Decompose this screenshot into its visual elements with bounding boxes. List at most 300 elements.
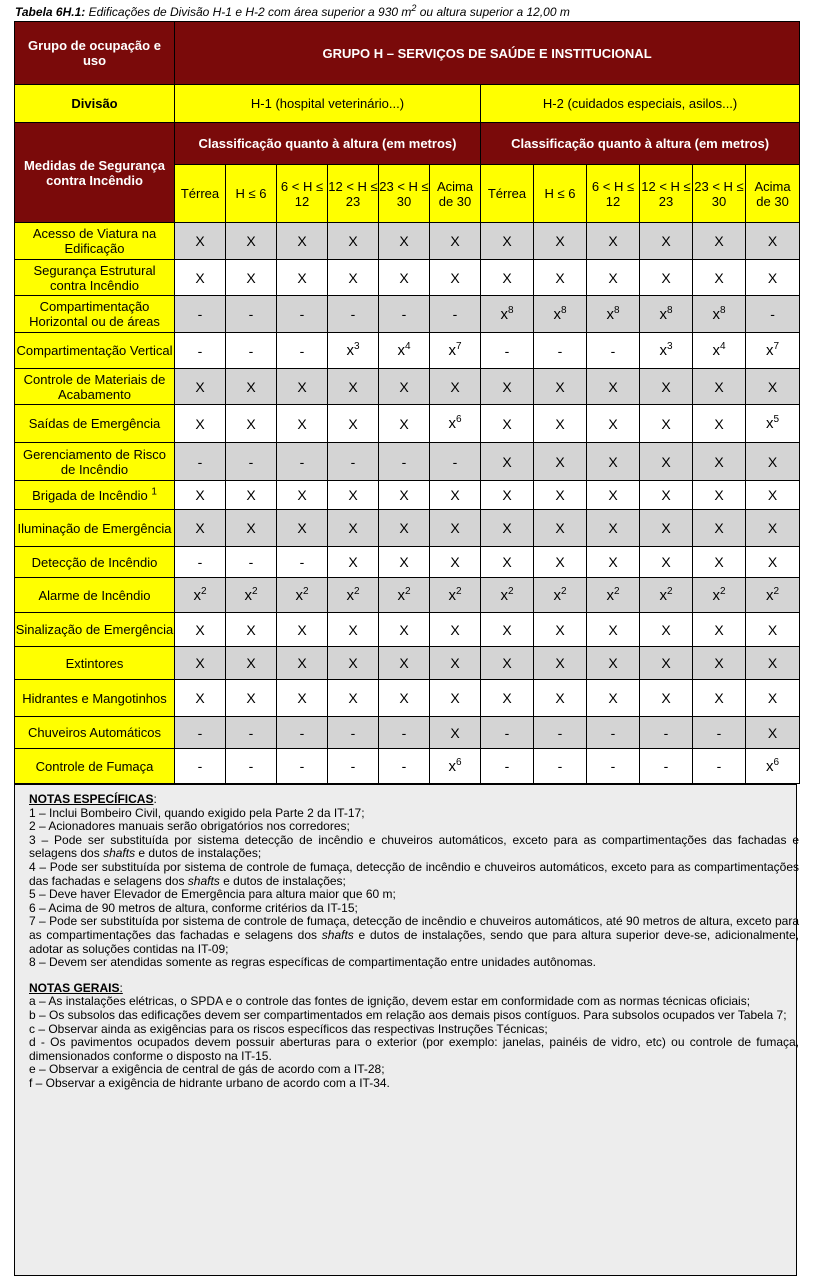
table-id: Tabela 6H.1: <box>15 5 86 19</box>
requirement-cell <box>226 405 277 443</box>
requirement-value: X <box>767 378 778 395</box>
specific-note <box>29 915 799 956</box>
requirement-cell <box>430 578 481 613</box>
requirement-value: x <box>553 305 561 323</box>
measure-label-cell <box>15 749 175 784</box>
requirement-value: X <box>399 655 409 671</box>
measure-label-cell <box>15 333 175 369</box>
requirement-cell <box>481 547 534 578</box>
requirement-cell <box>693 481 746 510</box>
requirement-cell <box>226 613 277 647</box>
height-header-cell <box>277 165 328 223</box>
requirement-value: X <box>608 655 618 671</box>
height-header-cell <box>746 165 800 223</box>
requirement-cell <box>277 481 328 510</box>
specific-note <box>29 956 799 970</box>
requirement-value: X <box>348 554 358 570</box>
requirement-cell <box>430 481 481 510</box>
requirement-cell <box>226 510 277 547</box>
requirement-cell <box>277 680 328 717</box>
requirement-cell <box>587 260 640 296</box>
requirement-value: - <box>770 306 775 322</box>
requirement-cell <box>481 223 534 260</box>
measure-label-cell <box>15 547 175 578</box>
requirement-cell <box>328 547 379 578</box>
requirement-value: - <box>663 758 669 774</box>
requirement-value: X <box>348 621 358 638</box>
requirement-cell <box>481 296 534 333</box>
measure-label-cell <box>15 369 175 405</box>
table-row <box>15 510 800 547</box>
requirement-value: - <box>197 306 203 322</box>
specific-note-italic: shafts <box>103 846 136 861</box>
requirement-cell <box>640 223 693 260</box>
height-header-cell <box>379 165 430 223</box>
division-label-cell <box>15 85 175 123</box>
requirement-cell <box>277 369 328 405</box>
requirement-value: X <box>714 487 724 503</box>
requirement-value: X <box>767 621 778 638</box>
division-h1-cell <box>175 85 481 123</box>
requirement-cell <box>640 547 693 578</box>
requirement-value: X <box>661 378 671 395</box>
requirement-value: X <box>555 487 565 503</box>
table-row <box>15 680 800 717</box>
requirement-cell <box>534 613 587 647</box>
requirement-cell <box>379 443 430 481</box>
requirement-cell <box>481 405 534 443</box>
height-header-cell <box>226 165 277 223</box>
requirement-cell <box>587 647 640 680</box>
requirement-cell <box>587 296 640 333</box>
requirement-cell <box>534 547 587 578</box>
height-header-cell <box>534 165 587 223</box>
notes-panel: NOTAS ESPECÍFICAS: 1 – Inclui Bombeiro Civil, quando exigido pela Parte 2 da IT-17; 2 – Acionadores manuais serão obrigatórios nos corredores; 3 – Pode ser substituída por sistema detecção de incêndio e chuveiros automáticos, exceto para as compartimentações das fachadas e selagens dos shafts e dutos de instalações; 4 – Pode ser substituída por sistema de controle de fumaça, detecção de incêndio e chuveiros automáticos, exceto para as compartimentações das fachadas e selagens dos shafts e dutos de instalações; 5 – Deve haver Elevador de Emergência para altura maior que 60 m; 6 – Acima de 90 metros de altura, conforme critérios da IT-15; 7 – Pode ser substituída por sistema de controle de fumaça, detecção de incêndio e chuveiros automáticos, até 90 metros de altura, exceto para as compartimentações das fachadas e selagens dos shafts e dutos de instalações, sendo que para altura superior deve-se, adicionalmente, adotar as soluções contidas na IT-09; 8 – Devem ser atendidas somente as regras específicas de compartimentação entre unidades autônomas. NOTAS GERAIS: a – As instalações elétricas, o SPDA e o controle das fontes de ignição, devem estar em conformidade com as normas técnicas oficiais; b – Os subsolos das edificações devem ser compartimentados em relação aos demais pisos contíguos. Para subsolos ocupados ver Tabela 7; c – Observar ainda as exigências para os riscos específicos das respectivas Instruções Técnicas; d - Os pavimentos ocupados devem possuir aberturas para o exterior (por exemplo: janelas, painéis de vidro, etc) ou controle de fumaça, dimensionados conforme o disposto na IT-15. e – Observar a exigência de central de gás de acordo com a IT-28; f – Observar a exigência de hidrante urbano de acordo com a IT-34. <box>14 784 797 1276</box>
requirement-cell <box>226 578 277 613</box>
requirement-cell <box>175 223 226 260</box>
table-row <box>15 749 800 784</box>
requirement-cell <box>430 333 481 369</box>
requirement-value: X <box>246 655 256 671</box>
requirement-value: X <box>714 655 724 671</box>
requirement-value: X <box>450 233 460 249</box>
measure-label-sup: 1 <box>151 486 157 498</box>
requirement-cell <box>430 613 481 647</box>
requirement-value: X <box>195 487 205 503</box>
requirement-value: x <box>712 305 720 323</box>
requirement-cell <box>534 333 587 369</box>
requirement-value: X <box>450 690 460 706</box>
requirement-cell <box>175 717 226 749</box>
requirement-value: x <box>193 586 201 604</box>
requirement-value: X <box>195 520 205 536</box>
requirement-sup: 2 <box>251 585 258 597</box>
requirement-cell <box>277 223 328 260</box>
division-h2-cell <box>481 85 800 123</box>
requirement-value: X <box>399 415 409 432</box>
requirement-value: X <box>714 621 724 638</box>
requirement-value: - <box>401 758 407 774</box>
requirement-cell <box>379 749 430 784</box>
requirement-value: X <box>555 415 565 432</box>
requirement-value: - <box>197 342 203 359</box>
requirement-value: X <box>348 690 358 706</box>
requirement-cell <box>746 260 800 296</box>
requirement-cell <box>430 443 481 481</box>
requirement-cell <box>693 547 746 578</box>
requirement-value: x <box>346 342 354 359</box>
class-h2-cell <box>481 123 800 165</box>
requirement-cell <box>640 647 693 680</box>
measure-label-cell <box>15 296 175 333</box>
requirement-cell <box>587 613 640 647</box>
requirement-cell <box>534 260 587 296</box>
requirement-value: x <box>659 586 667 604</box>
measure-label: Compartimentação Horizontal ou de áreas <box>29 299 160 329</box>
division-h1: H-1 (hospital veterinário...) <box>250 96 405 111</box>
requirement-cell <box>430 405 481 443</box>
requirement-value: X <box>714 453 724 470</box>
requirement-value: X <box>450 724 460 741</box>
requirement-cell <box>481 613 534 647</box>
requirement-cell <box>277 296 328 333</box>
requirement-value: X <box>661 690 671 706</box>
requirement-cell <box>746 333 800 369</box>
requirement-value: - <box>197 758 203 774</box>
specific-note-text: 7 – Pode ser substituída por sistema de controle de fumaça, detecção de incêndio e chuveiros automáticos, até 90 metros de altura, exceto para as compartimentações das fachadas e selagens dos <box>29 914 799 942</box>
requirement-value: X <box>348 233 358 249</box>
group-value: GRUPO H – SERVIÇOS DE SAÚDE E INSTITUCIONAL <box>322 45 652 61</box>
requirement-cell <box>277 749 328 784</box>
requirement-cell <box>693 578 746 613</box>
requirement-sup: 2 <box>773 585 780 597</box>
requirement-value: - <box>716 724 722 741</box>
requirement-cell <box>693 369 746 405</box>
requirement-value: X <box>502 269 512 286</box>
general-note: d - Os pavimentos ocupados devem possuir aberturas para o exterior (por exemplo: janelas, painéis de vidro, etc) ou controle de fumaça, dimensionados conforme o disposto na IT-15. <box>29 1035 799 1063</box>
requirement-sup: 2 <box>302 585 309 597</box>
requirement-value: X <box>348 415 358 432</box>
requirement-cell <box>746 443 800 481</box>
requirement-cell <box>587 443 640 481</box>
requirement-cell <box>534 443 587 481</box>
requirement-sup: 6 <box>455 756 462 768</box>
requirement-cell <box>430 717 481 749</box>
requirement-value: X <box>399 378 409 395</box>
table-row <box>15 333 800 369</box>
requirement-cell <box>640 680 693 717</box>
requirement-value: X <box>195 233 205 249</box>
requirement-cell <box>226 680 277 717</box>
requirement-value: - <box>248 306 254 322</box>
requirement-cell <box>481 481 534 510</box>
general-note: a – As instalações elétricas, o SPDA e o controle das fontes de ignição, devem estar em conformidade com as normas técnicas oficiais; <box>29 994 751 1009</box>
requirement-value: X <box>502 415 512 432</box>
requirement-cell <box>226 443 277 481</box>
requirement-sup: 7 <box>455 341 462 352</box>
specific-note-text: 3 – Pode ser substituída por sistema detecção de incêndio e chuveiros automáticos, exceto para as compartimentações das fachadas e selagens dos <box>29 832 799 861</box>
requirement-value: X <box>450 269 460 286</box>
requirement-sup: 6 <box>455 414 462 425</box>
requirement-value: - <box>248 758 254 774</box>
requirement-cell <box>175 333 226 369</box>
requirement-value: X <box>450 621 460 638</box>
division-label: Divisão <box>71 96 118 111</box>
requirement-value: X <box>555 453 565 470</box>
requirement-value: X <box>246 378 256 395</box>
requirement-cell <box>534 296 587 333</box>
specific-note-italic: shafts <box>187 873 220 888</box>
requirement-cell <box>693 613 746 647</box>
requirement-cell <box>481 510 534 547</box>
height-header-label: H ≤ 6 <box>544 186 576 201</box>
requirement-value: X <box>246 690 256 706</box>
requirement-value: x <box>659 305 667 323</box>
requirement-cell <box>746 369 800 405</box>
requirement-value: X <box>767 655 778 671</box>
requirement-value: X <box>608 621 618 638</box>
requirement-cell <box>746 578 800 613</box>
requirement-value: X <box>348 487 358 503</box>
requirement-cell <box>746 613 800 647</box>
requirement-cell <box>746 680 800 717</box>
requirement-value: X <box>714 233 724 249</box>
requirement-cell <box>175 647 226 680</box>
requirement-value: X <box>608 690 618 706</box>
requirement-cell <box>640 578 693 613</box>
group-value-cell <box>175 22 800 85</box>
requirement-cell <box>328 680 379 717</box>
measure-label-cell <box>15 680 175 717</box>
requirement-value: X <box>608 453 618 470</box>
class-h1-cell <box>175 123 481 165</box>
requirement-value: x <box>606 586 614 604</box>
requirement-cell <box>226 260 277 296</box>
requirement-cell <box>379 510 430 547</box>
requirement-value: X <box>297 520 307 536</box>
specific-note <box>29 807 799 821</box>
requirement-cell <box>587 749 640 784</box>
requirement-value: X <box>399 233 409 249</box>
height-header-label: Térrea <box>487 186 527 201</box>
requirement-cell <box>746 547 800 578</box>
requirement-value: X <box>767 233 778 249</box>
requirement-value: X <box>661 233 671 249</box>
requirement-sup: 8 <box>666 304 673 316</box>
requirement-value: x <box>712 342 720 359</box>
requirement-cell <box>226 647 277 680</box>
requirement-value: X <box>297 269 307 286</box>
requirement-cell <box>481 443 534 481</box>
requirement-cell <box>640 333 693 369</box>
requirement-value: X <box>555 655 565 671</box>
requirement-value: - <box>452 453 458 470</box>
requirement-cell <box>640 510 693 547</box>
requirement-cell <box>746 223 800 260</box>
requirement-cell <box>534 481 587 510</box>
requirement-value: X <box>661 621 671 638</box>
requirement-cell <box>534 749 587 784</box>
table-row <box>15 578 800 613</box>
requirement-value: X <box>195 415 205 432</box>
height-header-label: 23 < H ≤ 30 <box>379 178 429 209</box>
requirement-cell <box>693 749 746 784</box>
requirement-cell <box>379 223 430 260</box>
requirement-value: X <box>608 415 618 432</box>
division-h2: H-2 (cuidados especiais, asilos...) <box>542 96 738 111</box>
requirement-sup: 2 <box>353 585 360 597</box>
requirement-value: x <box>712 586 720 604</box>
measure-label: Acesso de Viatura na Edificação <box>32 226 157 256</box>
height-header-label: 23 < H ≤ 30 <box>694 178 744 209</box>
specific-notes-title: NOTAS ESPECÍFICAS <box>29 792 154 806</box>
requirement-value: X <box>297 233 307 249</box>
requirement-value: X <box>502 453 512 470</box>
requirement-cell <box>640 405 693 443</box>
specific-note-text-after: e dutos de instalações; <box>135 846 262 861</box>
requirement-cell <box>481 369 534 405</box>
requirement-value: - <box>248 554 254 570</box>
height-header-cell <box>328 165 379 223</box>
specific-note-italic: shafts <box>321 927 354 942</box>
requirement-cell <box>379 333 430 369</box>
requirement-sup: 2 <box>719 585 726 597</box>
table-row <box>15 260 800 296</box>
requirement-cell <box>328 717 379 749</box>
requirement-value: x <box>244 586 252 604</box>
specific-note-text: 8 – Devem ser atendidas somente as regras específicas de compartimentação entre unidades autônomas. <box>29 955 596 970</box>
requirement-cell <box>640 749 693 784</box>
requirement-value: X <box>399 690 409 706</box>
requirement-cell <box>587 510 640 547</box>
requirement-value: X <box>195 378 205 395</box>
requirement-value: - <box>610 724 616 741</box>
requirement-value: X <box>246 487 256 503</box>
requirement-value: x <box>659 342 667 359</box>
measure-label: Detecção de Incêndio <box>31 554 158 570</box>
requirement-sup: 4 <box>719 341 726 352</box>
table-row <box>15 296 800 333</box>
requirement-value: x <box>766 415 774 432</box>
requirement-cell <box>587 369 640 405</box>
measure-label: Gerenciamento de Risco de Incêndio <box>22 446 167 477</box>
requirement-value: X <box>348 655 358 671</box>
requirement-value: X <box>502 554 512 570</box>
measure-label-cell <box>15 578 175 613</box>
requirement-value: - <box>299 342 305 359</box>
requirement-cell <box>175 481 226 510</box>
requirement-value: X <box>608 520 618 536</box>
requirement-value: x <box>766 342 774 359</box>
requirement-value: X <box>661 655 671 671</box>
requirement-cell <box>328 260 379 296</box>
requirement-value: X <box>555 554 565 570</box>
requirement-cell <box>481 333 534 369</box>
requirement-value: x <box>606 305 614 323</box>
requirement-cell <box>746 749 800 784</box>
requirement-value: X <box>246 233 256 249</box>
requirement-cell <box>328 223 379 260</box>
requirement-value: X <box>661 487 671 503</box>
requirement-cell <box>534 223 587 260</box>
requirement-value: x <box>448 586 456 604</box>
requirement-cell <box>277 647 328 680</box>
requirements-table <box>14 21 800 784</box>
requirement-sup: 5 <box>773 414 780 425</box>
requirement-cell <box>640 443 693 481</box>
requirement-value: - <box>557 758 563 774</box>
requirement-cell <box>746 405 800 443</box>
requirement-value: X <box>714 554 724 570</box>
table-row <box>15 647 800 680</box>
requirement-value: - <box>716 758 722 774</box>
general-notes-list <box>29 995 799 1090</box>
requirement-value: X <box>195 269 205 286</box>
requirement-cell <box>328 613 379 647</box>
requirement-value: - <box>350 724 356 741</box>
height-header-cell <box>587 165 640 223</box>
specific-note-text: 2 – Acionadores manuais serão obrigatórios nos corredores; <box>29 819 350 834</box>
requirement-cell <box>534 510 587 547</box>
requirement-value: - <box>197 724 203 741</box>
requirement-cell <box>226 296 277 333</box>
requirement-cell <box>379 296 430 333</box>
requirement-cell <box>640 296 693 333</box>
requirement-value: X <box>246 520 256 536</box>
measure-label-cell <box>15 260 175 296</box>
table-row <box>15 405 800 443</box>
requirement-value: X <box>608 378 618 395</box>
requirement-sup: 8 <box>719 304 726 316</box>
requirement-value: X <box>399 554 409 570</box>
requirement-value: - <box>248 724 254 741</box>
requirement-value: X <box>608 487 618 503</box>
requirement-cell <box>328 749 379 784</box>
requirement-cell <box>328 481 379 510</box>
requirement-value: X <box>450 487 460 503</box>
requirement-value: x <box>766 586 774 604</box>
requirement-cell <box>481 717 534 749</box>
requirement-sup: 6 <box>773 756 780 768</box>
measure-label: Compartimentação Vertical <box>16 343 173 358</box>
requirement-value: X <box>661 269 671 286</box>
requirement-value: X <box>297 378 307 395</box>
requirement-sup: 2 <box>666 585 673 597</box>
table-row <box>15 443 800 481</box>
requirement-sup: 8 <box>560 304 567 316</box>
requirement-cell <box>746 717 800 749</box>
general-note: b – Os subsolos das edificações devem ser compartimentados em relação aos demais pisos contíguos. Para subsolos ocupados ver Tabela 7; <box>29 1007 787 1022</box>
class-h1: Classificação quanto à altura (em metros) <box>198 136 457 151</box>
requirement-sup: 2 <box>404 585 411 597</box>
class-h2: Classificação quanto à altura (em metros) <box>511 136 770 151</box>
requirement-cell <box>640 260 693 296</box>
requirement-cell <box>379 260 430 296</box>
table-row <box>15 369 800 405</box>
measure-label: Alarme de Incêndio <box>38 587 151 603</box>
requirement-cell <box>175 405 226 443</box>
table-body <box>15 223 800 784</box>
requirement-value: - <box>197 453 203 470</box>
requirement-value: X <box>450 554 460 570</box>
requirement-value: x <box>448 342 456 359</box>
requirement-cell <box>175 749 226 784</box>
requirement-value: X <box>297 621 307 638</box>
specific-note-text: 1 – Inclui Bombeiro Civil, quando exigido pela Parte 2 da IT-17; <box>29 805 365 820</box>
requirement-cell <box>226 717 277 749</box>
requirement-value: - <box>401 306 407 322</box>
requirement-cell <box>430 547 481 578</box>
